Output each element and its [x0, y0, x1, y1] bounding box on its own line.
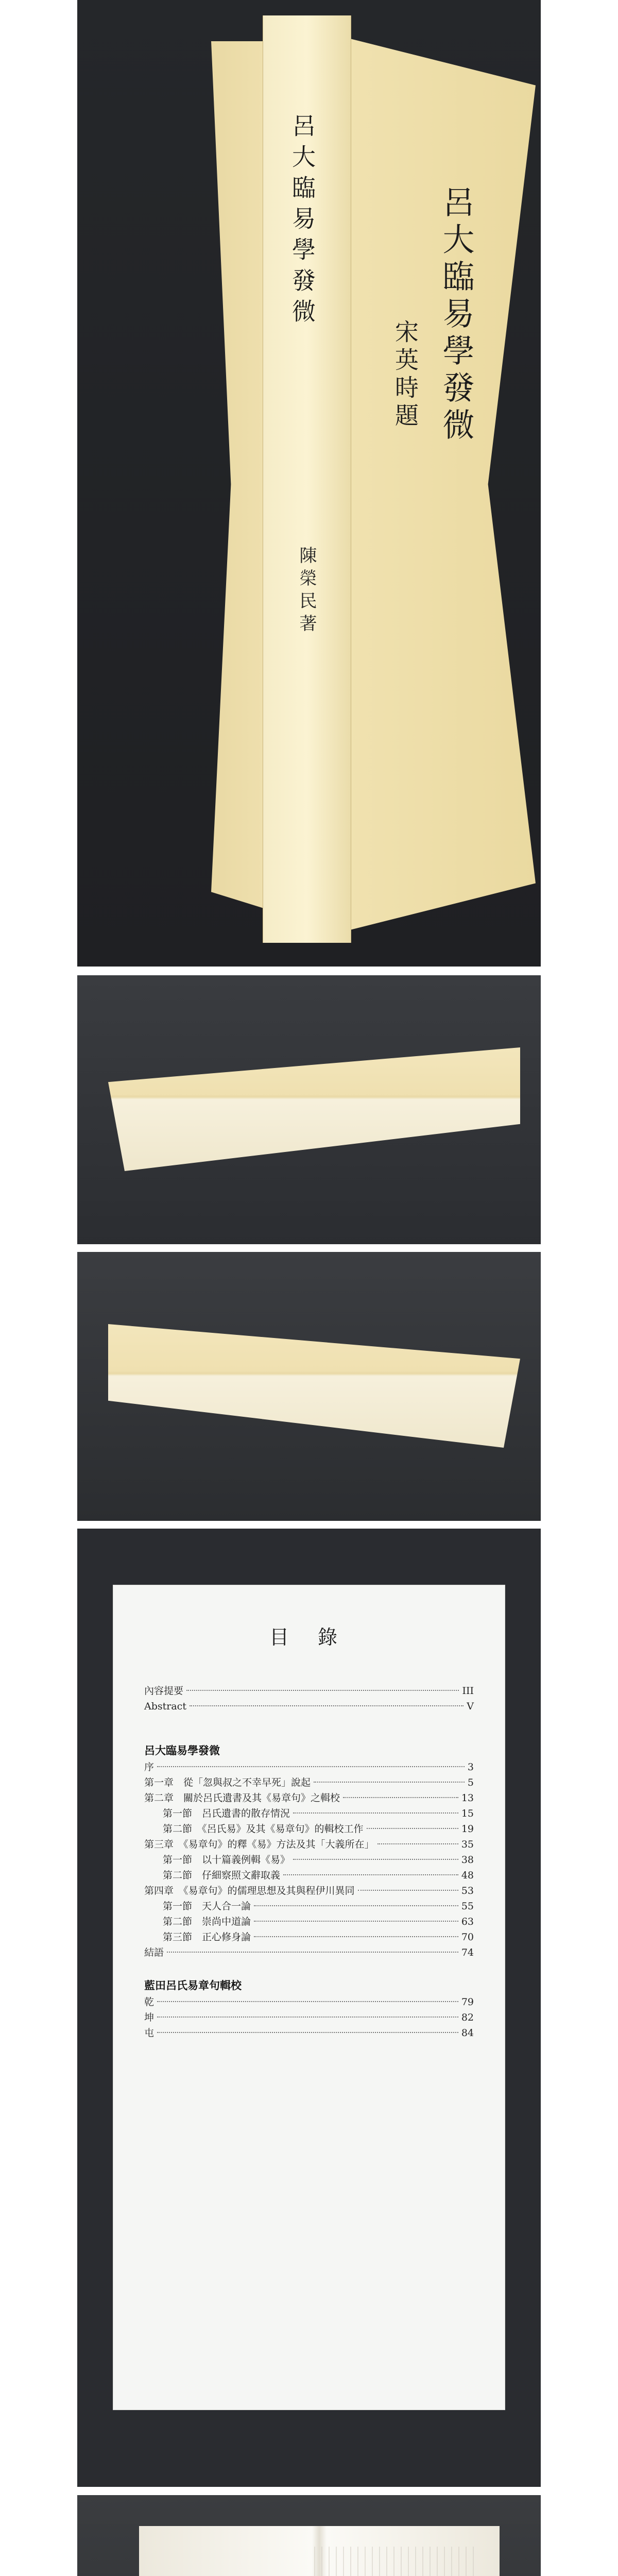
contents-entry-page: 38 [461, 1854, 474, 1866]
contents-section-title [144, 1977, 474, 1994]
contents-entry [144, 2010, 474, 2025]
contents-entry-title: 第二章 關於呂氏遺書及其《易章句》之輯校 [144, 1792, 340, 1804]
contents-leader-dots [377, 1843, 458, 1844]
contents-entry-title: 第三章 《易章句》的釋《易》方法及其「大義所在」 [144, 1839, 374, 1850]
contents-leader-dots [293, 1859, 458, 1860]
contents-leader-dots [167, 1952, 458, 1953]
contents-entry-page: III [462, 1685, 474, 1697]
contents-leader-dots [293, 1812, 458, 1814]
contents-entry-page: 82 [461, 2012, 474, 2023]
contents-entry-page: V [467, 1701, 474, 1712]
contents-entry-title: 第二節 仔細察照文辭取義 [163, 1870, 281, 1881]
contents-section-title [144, 1742, 474, 1759]
contents-entry-page: 3 [467, 1761, 474, 1773]
book-front-cover [319, 31, 536, 938]
contents-entry [144, 1868, 474, 1883]
contents-leader-dots [314, 1782, 465, 1783]
contents-entry-page: 84 [461, 2027, 474, 2039]
contents-entry-title: 第三節 正心修身論 [163, 1931, 251, 1943]
contents-leader-dots [358, 1890, 458, 1891]
contents-entry [144, 1790, 474, 1806]
contents-entry-page: 5 [467, 1777, 474, 1788]
contents-entry-title: 第二節 崇尚中道論 [163, 1916, 251, 1927]
contents-leader-dots [186, 1690, 459, 1691]
contents-entry-title: 坤 [144, 2012, 154, 2023]
contents-leader-dots [343, 1797, 458, 1798]
contents-entry [144, 1837, 474, 1852]
contents-entry [144, 1945, 474, 1960]
open-book-photo-1 [77, 2495, 541, 2576]
contents-entry-page: 35 [461, 1839, 474, 1850]
contents-entry [144, 1759, 474, 1775]
contents-entry-title: 第一節 呂氏遺書的散存情況 [163, 1808, 290, 1819]
contents-entry [144, 2025, 474, 2041]
contents-entry-page: 48 [461, 1870, 474, 1881]
contents-entry-title: 第二節 《呂氏易》及其《易章句》的輯校工作 [163, 1823, 364, 1835]
contents-entry [144, 1883, 474, 1899]
contents-entry [144, 1852, 474, 1868]
contents-leader-dots [157, 2032, 458, 2033]
contents-entry [144, 1914, 474, 1929]
cover-calligraphy-side: 宋英時題 [391, 319, 419, 431]
contents-entry-title: 屯 [144, 2027, 154, 2039]
contents-entry-title: 藍田呂氏易章句輯校 [144, 1979, 242, 1992]
contents-entry-title: 呂大臨易學發微 [144, 1744, 220, 1757]
contents-entry-title: 序 [144, 1761, 154, 1773]
contents-entry-title: 第一章 從「忽與叔之不幸早死」說起 [144, 1777, 311, 1788]
contents-entry [144, 1806, 474, 1821]
contents-photo [77, 1529, 541, 2487]
contents-page [113, 1585, 505, 2410]
contents-entry-page: 53 [461, 1885, 474, 1896]
spine-author: 陳榮民著 [296, 546, 317, 637]
contents-entry-page: 79 [461, 1996, 474, 2008]
contents-entry [144, 1775, 474, 1790]
contents-entry-title: 結語 [144, 1947, 164, 1958]
contents-entry-page: 70 [461, 1931, 474, 1943]
contents-spacer [144, 1714, 474, 1725]
book-lying [108, 1047, 520, 1171]
contents-entry-title: 第一節 天人合一論 [163, 1901, 251, 1912]
contents-entry [144, 1683, 474, 1699]
contents-leader-dots [254, 1921, 458, 1922]
cover-title-side: 呂大臨易學發微 [437, 185, 475, 445]
contents-leader-dots [254, 1905, 458, 1906]
contents-entry-title: 第四章 《易章句》的儒理思想及其與程伊川異同 [144, 1885, 355, 1896]
page-text-lines [314, 2547, 479, 2576]
spine-photo [77, 0, 541, 967]
contents-list [144, 1683, 474, 2041]
lying-book-photo-1 [77, 975, 541, 1244]
contents-entry [144, 1821, 474, 1837]
contents-entry-page: 19 [461, 1823, 474, 1835]
book-lying-reverse [108, 1324, 520, 1448]
contents-leader-dots [157, 2016, 458, 2018]
contents-entry-title: 內容提要 [144, 1685, 184, 1697]
contents-leader-dots [190, 1705, 464, 1706]
contents-entry-page: 15 [461, 1808, 474, 1819]
contents-entry-title: 第一節 以十篇義例輯《易》 [163, 1854, 290, 1866]
contents-leader-dots [157, 2001, 458, 2002]
contents-leader-dots [254, 1936, 458, 1937]
contents-heading: 目 錄 [269, 1626, 349, 1649]
contents-entry-title: Abstract [144, 1701, 186, 1712]
spine-title: 呂大臨易學發微 [288, 113, 316, 330]
contents-entry [144, 1994, 474, 2010]
contents-leader-dots [157, 1766, 465, 1767]
contents-leader-dots [367, 1828, 458, 1829]
contents-entry [144, 1929, 474, 1945]
contents-entry-page: 63 [461, 1916, 474, 1927]
contents-entry-title: 乾 [144, 1996, 154, 2008]
lying-book-photo-2 [77, 1252, 541, 1521]
contents-entry [144, 1899, 474, 1914]
contents-entry-page: 55 [461, 1901, 474, 1912]
contents-entry [144, 1699, 474, 1714]
contents-leader-dots [283, 1874, 458, 1875]
contents-entry-page: 74 [461, 1947, 474, 1958]
contents-entry-page: 13 [461, 1792, 474, 1804]
